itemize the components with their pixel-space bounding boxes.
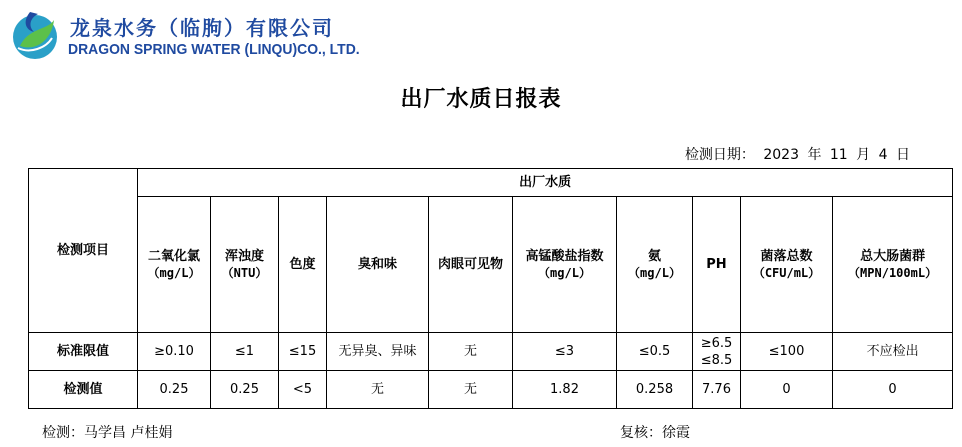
column-header: 臭和味 (327, 197, 429, 333)
column-header: 高锰酸盐指数 （mg/L） (513, 197, 617, 333)
table-cell: ≤3 (513, 333, 617, 371)
table-cell: 0.25 (138, 371, 211, 409)
inspector-signature: 检测：马学昌 卢桂娟 (42, 425, 173, 441)
inspection-date (681, 144, 910, 164)
table-cell: 无 (429, 371, 513, 409)
table-cell: ≥0.10 (138, 333, 211, 371)
table-cell: 无 (429, 333, 513, 371)
table-cell: ≤1 (211, 333, 279, 371)
column-header: 二氧化氯 （mg/L） (138, 197, 211, 333)
table-cell: 0.258 (617, 371, 693, 409)
table-cell: 0.25 (211, 371, 279, 409)
table-row (29, 371, 953, 409)
table-cell: 不应检出 (833, 333, 953, 371)
table-cell: 0 (741, 371, 833, 409)
water-quality-table (28, 168, 953, 409)
report-title: 出厂水质日报表 (400, 86, 562, 112)
table-cell: <5 (279, 371, 327, 409)
column-header: PH (693, 197, 741, 333)
table-cell: 无 (327, 371, 429, 409)
date-month-unit: 月 (856, 147, 871, 163)
date-day-unit: 日 (896, 147, 910, 163)
column-header: 浑浊度 （NTU） (211, 197, 279, 333)
table-cell: 1.82 (513, 371, 617, 409)
date-day: 4 (878, 147, 888, 163)
table-cell: ≤15 (279, 333, 327, 371)
row-label: 检测值 (29, 371, 138, 409)
table-row (29, 333, 953, 371)
table-cell: ≥6.5 ≤8.5 (693, 333, 741, 371)
column-header: 氨 （mg/L） (617, 197, 693, 333)
date-label: 检测日期： (684, 147, 755, 163)
table-cell: ≤0.5 (617, 333, 693, 371)
column-header: 肉眼可见物 (429, 197, 513, 333)
date-year: 2023 (763, 147, 799, 163)
company-name-en: DRAGON SPRING WATER (LINQU)CO., LTD. (68, 41, 360, 58)
table-cell: ≤100 (741, 333, 833, 371)
group-header: 出厂水质 (138, 169, 953, 197)
water-drop-logo-icon (8, 8, 64, 62)
column-header: 总大肠菌群 （MPN/100mL） (833, 197, 953, 333)
reviewer-signature: 复核：徐霞 (620, 425, 690, 441)
table-cell: 0 (833, 371, 953, 409)
item-header: 检测项目 (29, 169, 138, 333)
company-logo (8, 8, 388, 64)
date-year-unit: 年 (807, 147, 822, 163)
date-month: 11 (829, 147, 848, 163)
table-cell: 无异臭、异味 (327, 333, 429, 371)
company-name-cn: 龙泉水务（临朐）有限公司 (70, 16, 334, 40)
column-header: 色度 (279, 197, 327, 333)
row-label: 标准限值 (29, 333, 138, 371)
table-cell: 7.76 (693, 371, 741, 409)
column-header: 菌落总数 （CFU/mL） (741, 197, 833, 333)
